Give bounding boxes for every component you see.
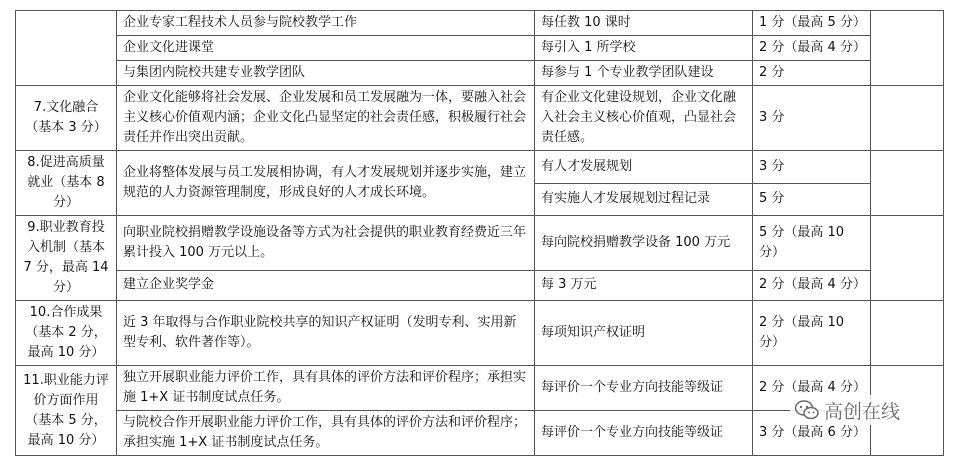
standard-cell: 每评价一个专业方向技能等级证: [535, 411, 753, 456]
criteria-cell: 企业文化能够将社会发展、企业发展和员工发展融为一体，要融入社会主义核心价值观内涵；企业文化凸显坚定的社会责任感，积极履行社会责任并作出突出贡献。: [117, 86, 535, 151]
criteria-cell: 企业文化进课堂: [117, 36, 535, 61]
table-row: [16, 11, 944, 36]
score-cell: 2 分（最高 4 分）: [753, 270, 871, 300]
standard-cell: 每项知识产权证明: [535, 301, 753, 366]
criteria-cell: 与院校合作开展职业能力评价工作，具有具体的评价方法和评价程序；承担实施 1+X 证书制度试点任务。: [117, 411, 535, 456]
score-cell: 3 分: [753, 151, 871, 184]
table-row: [16, 86, 944, 151]
standard-cell: 每引入 1 所学校: [535, 36, 753, 61]
category-cell: [16, 11, 117, 86]
table-row: [16, 301, 944, 366]
table-row: [16, 36, 944, 61]
category-cell: 11.职业能力评价方面作用（基本 5 分，最高 10 分）: [16, 366, 117, 456]
score-cell: 3 分: [753, 86, 871, 151]
wechat-icon: [794, 399, 820, 421]
blank-cell: [871, 151, 944, 216]
standard-cell: 每向院校捐赠教学设备 100 万元: [535, 216, 753, 271]
score-cell: 2 分（最高 4 分）: [753, 366, 871, 411]
criteria-cell: 建立企业奖学金: [117, 270, 535, 300]
blank-cell: [871, 86, 944, 151]
criteria-cell: 独立开展职业能力评价工作，具有具体的评价方法和评价程序；承担实施 1+X 证书制度试点任务。: [117, 366, 535, 411]
score-cell: 2 分: [753, 61, 871, 86]
score-cell: 2 分（最高 10 分）: [753, 301, 871, 366]
table-row: [16, 151, 944, 184]
category-cell: 7.文化融合（基本 3 分）: [16, 86, 117, 151]
score-cell: 5 分: [753, 183, 871, 216]
score-cell: 3 分（最高 6 分）: [753, 411, 871, 456]
blank-cell: [871, 11, 944, 86]
table-row: [16, 270, 944, 300]
standard-cell: 每 3 万元: [535, 270, 753, 300]
standard-cell: 有人才发展规划: [535, 151, 753, 184]
criteria-cell: 企业将整体发展与员工发展相协调，有人才发展规划并逐步实施，建立规范的人力资源管理制度，形成良好的人才成长环境。: [117, 151, 535, 216]
standard-cell: 每评价一个专业方向技能等级证: [535, 366, 753, 411]
watermark: [790, 395, 904, 425]
score-cell: 5 分（最高 10 分）: [753, 216, 871, 271]
criteria-cell: 企业专家工程技术人员参与院校教学工作: [117, 11, 535, 36]
standard-cell: 有实施人才发展规划过程记录: [535, 183, 753, 216]
criteria-cell: 近 3 年取得与合作职业院校共享的知识产权证明（发明专利、实用新型专利、软件著作等）。: [117, 301, 535, 366]
table-row: [16, 61, 944, 86]
category-cell: 8.促进高质量就业（基本 8 分）: [16, 151, 117, 216]
blank-cell: [871, 301, 944, 366]
criteria-cell: 与集团内院校共建专业教学团队: [117, 61, 535, 86]
score-cell: 1 分（最高 5 分）: [753, 11, 871, 36]
criteria-cell: 向职业院校捐赠教学设施设备等方式为社会提供的职业教育经费近三年累计投入 100 万元以上。: [117, 216, 535, 271]
blank-cell: [871, 216, 944, 301]
standard-cell: 每参与 1 个专业教学团队建设: [535, 61, 753, 86]
scoring-table: [15, 10, 944, 456]
watermark-text: 高创在线: [824, 400, 901, 423]
standard-cell: 每任教 10 课时: [535, 11, 753, 36]
score-cell: 2 分（最高 4 分）: [753, 36, 871, 61]
category-cell: 9.职业教育投入机制（基本 7 分，最高 14 分）: [16, 216, 117, 301]
standard-cell: 有企业文化建设规划，企业文化融入社会主义核心价值观，凸显社会责任感。: [535, 86, 753, 151]
category-cell: 10.合作成果（基本 2 分，最高 10 分）: [16, 301, 117, 366]
table-row: [16, 216, 944, 271]
